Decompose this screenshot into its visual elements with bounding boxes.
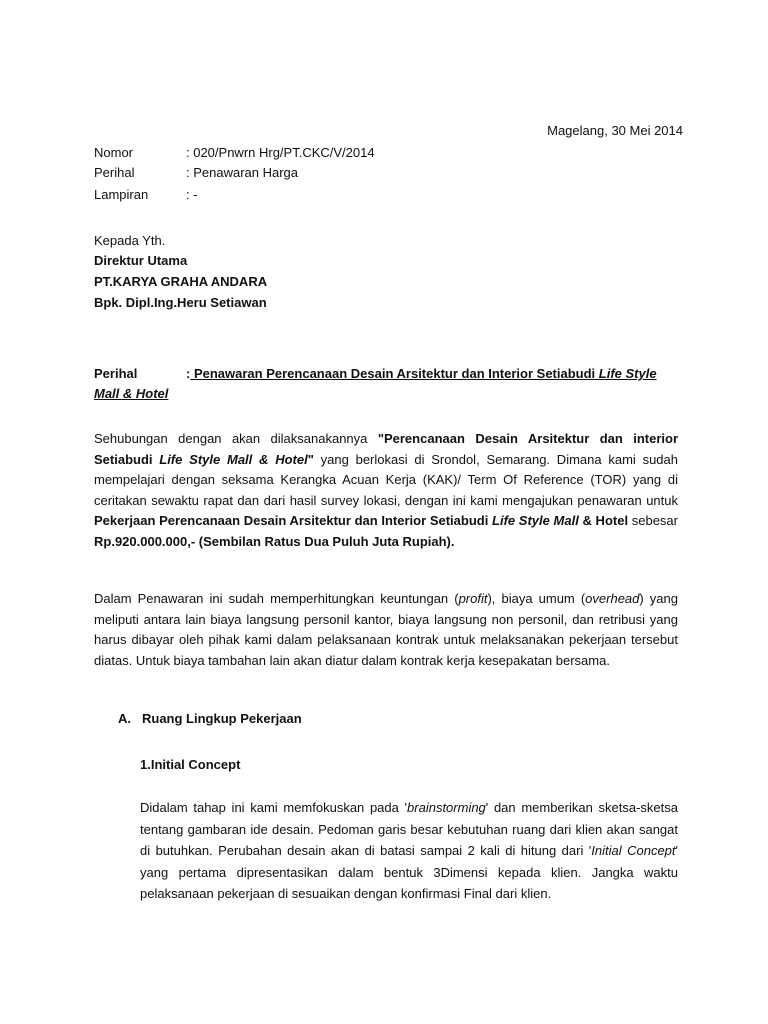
paragraph-pricing-note — [94, 589, 678, 671]
text-run: ), biaya umum ( — [487, 591, 586, 606]
text-run: yang berlokasi di Srondol, Semarang. Dimana kami sudah mempelajari dengan seksama Kerangka Acuan Kerja (KAK)/ Term Of Reference (TOR) yang di ceritakan sewaktu rapat dan dari hasil survey lokasi, dengan ini kami mengajukan penawaran untuk — [94, 451, 678, 508]
recipient-greeting: Kepada Yth. — [94, 233, 166, 248]
meta-value: : Penawaran Harga — [186, 165, 299, 180]
meta-row-nomor — [94, 145, 494, 163]
subject-line — [94, 364, 682, 404]
text-run: ) yang meliputi antara lain biaya langsung personil kantor, biaya langsung non personil, dan retribusi yang harus dibayar oleh pihak kami dalam pelaksanaan kontrak untuk melaksanakan pekerjaan tersebut diatas. Untuk biaya tambahan lain akan diatur dalam kontrak kerja kesepakatan bersama. — [94, 591, 678, 668]
section-letter: A. — [118, 711, 131, 726]
text-run: . — [450, 533, 455, 549]
paragraph-initial-concept — [140, 797, 678, 905]
section-title: Ruang Lingkup Pekerjaan — [142, 711, 302, 726]
text-run: " — [307, 451, 314, 467]
subject-text-plain: Penawaran Perencanaan Desain Arsitektur dan Interior Setiabudi — [190, 366, 599, 381]
meta-row-lampiran — [94, 187, 494, 205]
text-run: Life Style Mall — [492, 513, 579, 529]
text-run: brainstorming — [407, 800, 486, 815]
subject-key: Perihal — [94, 366, 138, 381]
text-run: ' dan memberikan sketsa-sketsa tentang gambaran ide desain. Pedoman garis besar kebutuhan ruang dari klien akan sangat di butuhkan. Perubahan desain akan di batasi sampai 2 kali di hitung dari ' — [140, 800, 678, 859]
text-run: Sehubungan dengan akan dilaksanakannya — [94, 431, 378, 446]
meta-key: Perihal — [94, 165, 135, 180]
meta-value: : - — [186, 187, 198, 202]
section-heading-a — [118, 711, 302, 726]
text-run: Initial Concept — [591, 843, 676, 859]
price-text: Rp.920.000.000,- (Sembilan Ratus Dua Puluh Juta Rupiah) — [94, 533, 451, 549]
recipient-title: Direktur Utama — [94, 253, 188, 268]
text-run: Pekerjaan Perencanaan Desain Arsitektur dan Interior Setiabudi — [94, 513, 493, 529]
text-run: Dalam Penawaran ini sudah memperhitungkan keuntungan ( — [94, 591, 459, 606]
subject-colon: : — [186, 366, 191, 381]
text-run: "Perencanaan Desain Arsitektur dan interior Setiabudi — [94, 431, 679, 467]
text-run: overhead — [585, 591, 640, 606]
recipient-company: PT.KARYA GRAHA ANDARA — [94, 274, 268, 289]
recipient-person: Bpk. Dipl.Ing.Heru Setiawan — [94, 295, 267, 310]
text-run: & Hotel — [578, 513, 629, 529]
paragraph-intro — [94, 429, 678, 553]
letter-date: Magelang, 30 Mei 2014 — [547, 123, 683, 138]
text-run: profit — [458, 591, 488, 606]
subject-text-italic: Life Style Mall & Hotel — [94, 366, 657, 401]
meta-key: Nomor — [94, 145, 134, 160]
meta-row-perihal — [94, 165, 494, 183]
text-run: sebesar — [628, 513, 678, 529]
meta-value: : 020/Pnwrn Hrg/PT.CKC/V/2014 — [186, 145, 375, 160]
subsection-heading-initial-concept: 1.Initial Concept — [140, 757, 241, 772]
text-run: ' yang pertama dipresentasikan dalam bentuk 3Dimensi kepada klien. Jangka waktu pelaksanaan pekerjaan di sesuaikan dengan konfirmasi Final dari klien. — [140, 843, 678, 902]
meta-key: Lampiran — [94, 187, 149, 202]
text-run: Didalam tahap ini kami memfokuskan pada ' — [140, 800, 408, 815]
text-run: Life Style Mall & Hotel — [159, 451, 308, 467]
